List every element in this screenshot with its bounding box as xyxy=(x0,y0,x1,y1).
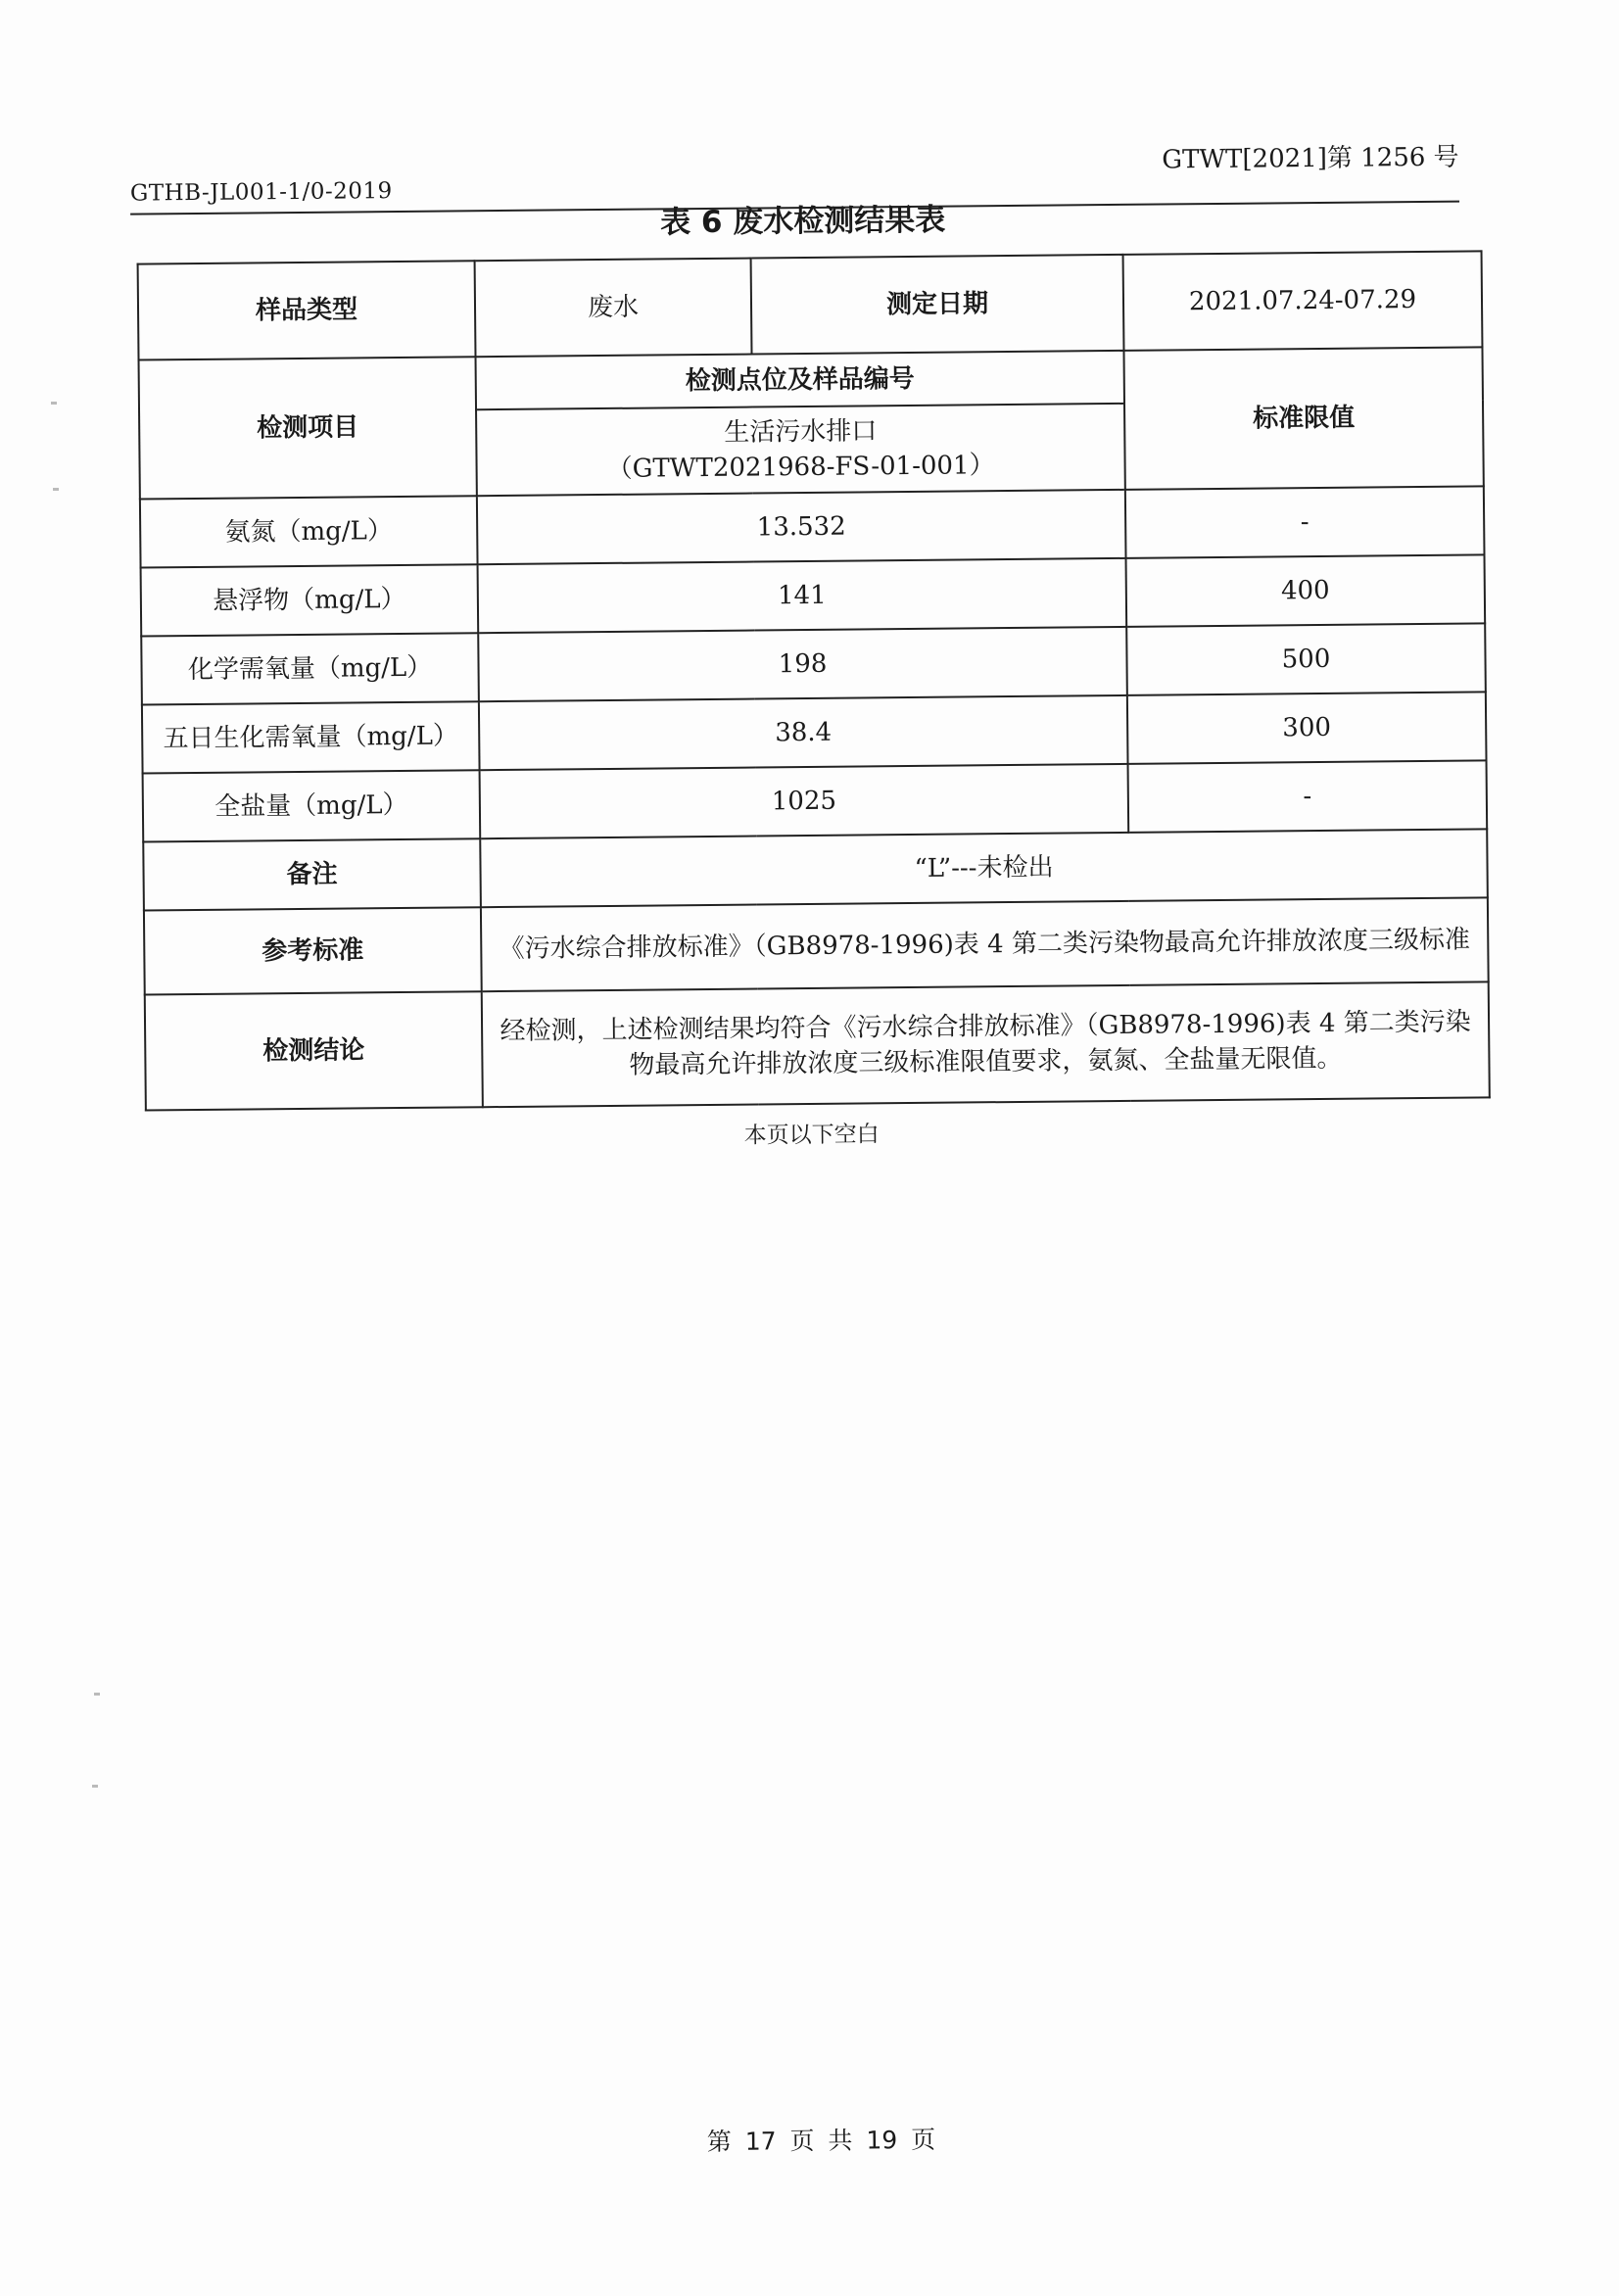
conclusion-label: 检测结论 xyxy=(145,991,483,1110)
item-value: 38.4 xyxy=(479,695,1128,770)
conclusion-row xyxy=(145,981,1490,1110)
point-header: 检测点位及样品编号 xyxy=(476,351,1124,409)
date-label: 测定日期 xyxy=(751,255,1124,355)
item-value: 141 xyxy=(478,558,1127,633)
standard-value: 《污水综合排放标准》（GB8978-1996)表 4 第二类污染物最高允许排放浓度三级标准 xyxy=(481,897,1489,991)
standard-label: 参考标准 xyxy=(144,907,482,994)
scan-speck xyxy=(53,488,59,491)
item-limit: - xyxy=(1125,486,1485,558)
point-cell xyxy=(476,404,1125,496)
table-row xyxy=(141,623,1486,704)
point-code: （GTWT2021968-FS-01-001） xyxy=(606,451,995,484)
standard-row xyxy=(144,897,1489,994)
table-row xyxy=(140,486,1485,567)
item-value: 198 xyxy=(478,627,1127,701)
page-footer: 第 17 页 共 19 页 xyxy=(706,2125,936,2157)
item-value: 13.532 xyxy=(477,490,1126,564)
blank-below-note: 本页以下空白 xyxy=(743,1122,880,1149)
table-row xyxy=(141,554,1486,636)
item-limit: 500 xyxy=(1126,623,1486,695)
remark-value: “L”---未检出 xyxy=(480,829,1488,907)
scan-speck xyxy=(51,402,57,405)
item-name: 化学需氧量（mg/L） xyxy=(141,633,479,704)
remark-row xyxy=(143,829,1488,910)
item-limit: - xyxy=(1128,760,1488,833)
scan-speck xyxy=(92,1785,98,1788)
report-number: GTWT[2021]第 1256 号 xyxy=(1162,142,1459,175)
item-name: 五日生化需氧量（mg/L） xyxy=(142,701,480,773)
table-title: 表 6 废水检测结果表 xyxy=(659,202,946,241)
scan-speck xyxy=(94,1693,100,1696)
point-name: 生活污水排口 xyxy=(724,416,878,448)
item-name: 氨氮（mg/L） xyxy=(140,496,478,567)
item-name: 悬浮物（mg/L） xyxy=(141,564,479,636)
sample-type-label: 样品类型 xyxy=(138,261,476,359)
sample-type-row xyxy=(138,251,1483,359)
item-header: 检测项目 xyxy=(139,357,477,499)
item-value: 1025 xyxy=(480,764,1129,838)
form-code: GTHB-JL001-1/0-2019 xyxy=(129,178,393,207)
date-value: 2021.07.24-07.29 xyxy=(1123,251,1483,351)
item-limit: 400 xyxy=(1126,554,1486,627)
item-name: 全盐量（mg/L） xyxy=(143,770,481,841)
conclusion-value: 经检测，上述检测结果均符合《污水综合排放标准》（GB8978-1996)表 4 第二类污染物最高允许排放浓度三级标准限值要求，氨氮、全盐量无限值。 xyxy=(482,981,1490,1107)
wastewater-result-table xyxy=(137,250,1491,1111)
remark-label: 备注 xyxy=(143,838,481,910)
item-limit: 300 xyxy=(1127,692,1487,764)
sample-type-value: 废水 xyxy=(475,259,752,358)
limit-header: 标准限值 xyxy=(1123,347,1483,490)
table-row xyxy=(143,760,1488,841)
table-row xyxy=(142,692,1487,773)
